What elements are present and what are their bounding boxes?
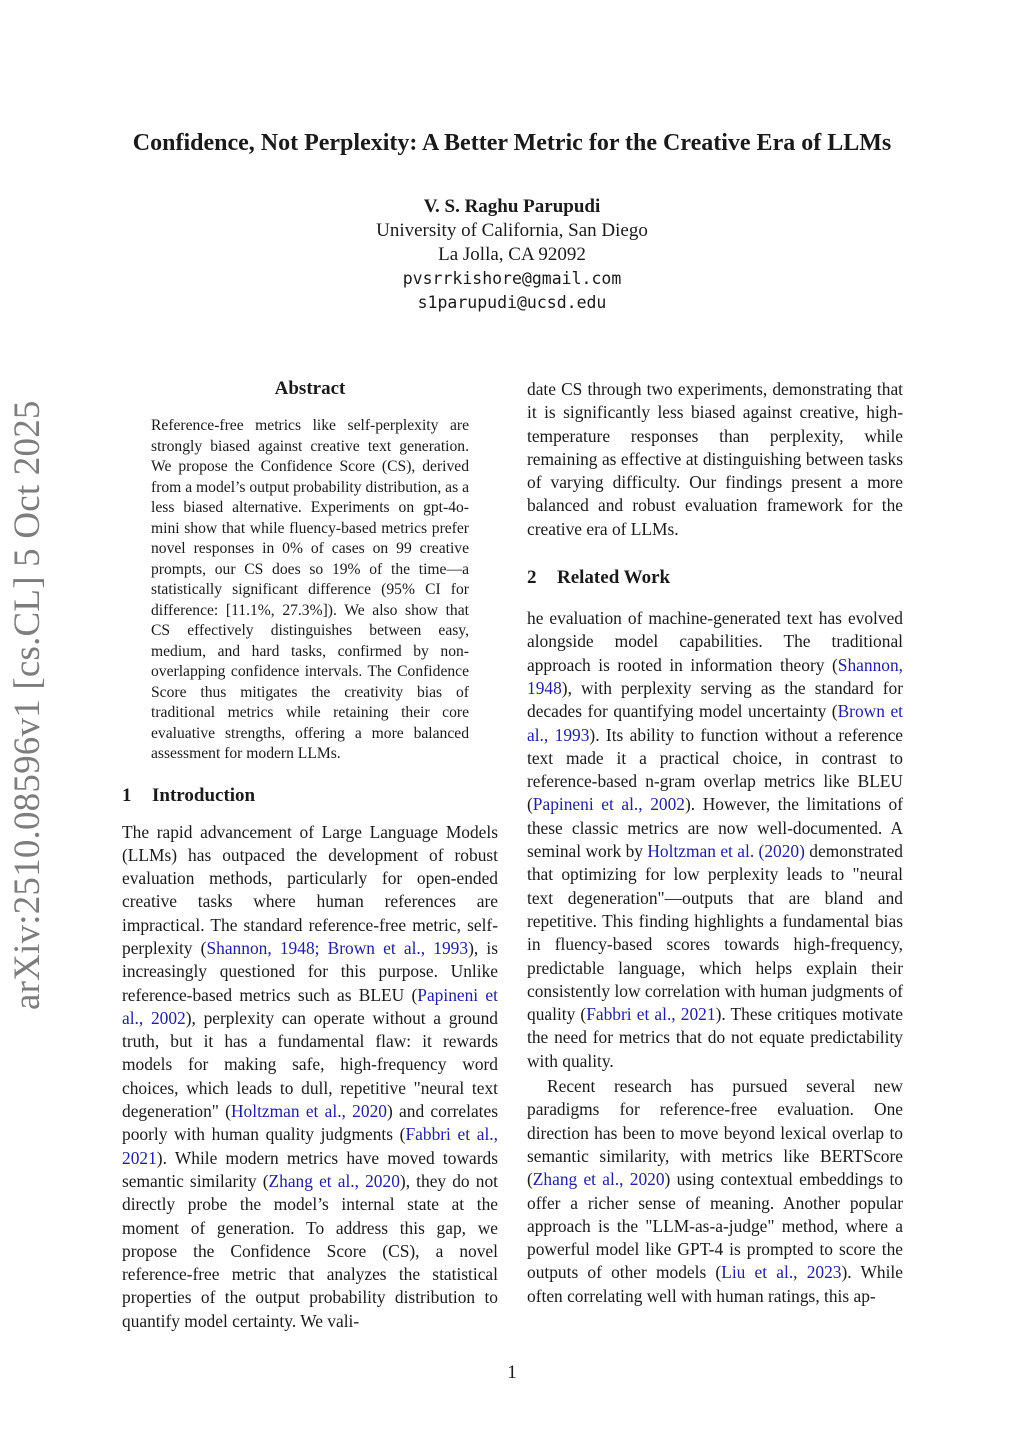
intro-paragraph	[122, 821, 498, 1334]
arxiv-stamp: arXiv:2510.08596v1 [cs.CL] 5 Oct 2025	[7, 400, 48, 1010]
text-run: he evaluation of machine-generated text has evolved alongside model capabilities. The traditional approach is rooted in information theory (	[527, 608, 903, 675]
text-run: ). While modern metrics have moved towards semantic similarity (	[122, 1147, 498, 1191]
text-run: ). However, the limitations of these classic metrics are now well-documented. A seminal work by	[527, 794, 903, 862]
citation-link[interactable]: Holtzman et al. (2020)	[647, 841, 805, 862]
text-run: demonstrated that optimizing for low perplexity leads to "neural text degeneration"—outputs that are bland and repetitive. This finding highlights a fundamental bias in fluency-based scores towards high-frequency, predictable language, which helps explain their consistently low correlation with human judgments of quality (	[527, 841, 903, 1025]
intro-continuation: date CS through two experiments, demonstrating that it is significantly less biased against creative, high-temperature responses than perplexity, while remaining as effective at distinguishing between tasks of varying difficulty. Our findings present a more balanced and robust evaluation framework for the creative era of LLMs.	[527, 379, 903, 539]
author-name: V. S. Raghu Parupudi	[423, 196, 601, 217]
text-run: ) and correlates poorly with human quality judgments (	[122, 1101, 499, 1145]
section-heading-related-work	[527, 567, 903, 589]
citation-link[interactable]: Holtzman et al., 2020	[230, 1101, 387, 1122]
text-run: Recent research has pursued several new paradigms for reference-free evaluation. One direction has been to move beyond lexical overlap to semantic similarity, with metrics like BERTScore (	[527, 1076, 903, 1190]
text-run: ), with perplexity serving as the standard for decades for quantifying model uncertainty (	[527, 677, 903, 722]
text-run: The rapid advancement of Large Language Models (LLMs) has outpaced the development of robust evaluation methods, particularly for open-ended creative tasks where human references are impractical. The standard reference-free metric, self-perplexity (	[122, 821, 498, 958]
left-column	[122, 378, 498, 1333]
citation-link[interactable]: Liu et al., 2023	[721, 1262, 842, 1283]
citation-link[interactable]: Fabbri et al., 2021	[122, 1124, 498, 1168]
abstract-text: Reference-free metrics like self-perplexity are strongly biased against creative text generation. We propose the Confidence Score (CS), derived from a model’s output probability distribution, as a less biased alternative. Experiments on gpt-4o-mini show that while fluency-based metrics prefer novel responses in 0% of cases on 99 creative prompts, our CS does so 19% of the time—a statistically significant difference (95% CI for difference: [11.1%, 27.3%]). We also show that CS effectively distinguishes between easy, medium, and hard tasks, confirmed by non-overlapping confidence intervals. The Confidence Score thus mitigates the creativity bias of traditional metrics while retaining their core evaluative strengths, offering a more balanced assessment for modern LLMs.	[151, 417, 469, 762]
section-title: Related Work	[557, 567, 671, 589]
right-column	[527, 378, 903, 1308]
abstract-heading: Abstract	[274, 378, 346, 399]
citation-link[interactable]: Papineni et al., 2002	[122, 984, 498, 1028]
author-email-2[interactable]: s1parupudi@ucsd.edu	[417, 293, 607, 312]
citation-link[interactable]: Zhang et al., 2020	[532, 1169, 665, 1190]
text-run: ) using contextual embeddings to offer a richer sense of meaning. Another popular approach is the "LLM-as-a-judge" method, where a powerful model like GPT-4 is prompted to score the outputs of other models (	[527, 1169, 903, 1283]
author-location: La Jolla, CA 92092	[438, 244, 586, 265]
citation-link[interactable]: Brown et al., 1993	[527, 701, 903, 745]
author-affiliation: University of California, San Diego	[376, 220, 648, 241]
text-run: ). While often correlating well with human ratings, this ap-	[527, 1262, 903, 1306]
text-run: ). These critiques motivate the need for metrics that do not equate predictability with quality.	[527, 1004, 903, 1071]
section-number: 1	[122, 784, 132, 806]
paper-title: Confidence, Not Perplexity: A Better Metric for the Creative Era of LLMs	[132, 130, 892, 156]
citation-link[interactable]: Zhang et al., 2020	[268, 1170, 400, 1191]
author-email-1[interactable]: pvsrrkishore@gmail.com	[402, 269, 622, 288]
section-title: Introduction	[152, 784, 256, 806]
citation-link[interactable]: Fabbri et al., 2021	[586, 1004, 716, 1025]
text-run: ), perplexity can operate without a ground truth, but it has a fundamental flaw: it rewards models for making safe, high-frequency word choices, which leads to dull, repetitive "neural text degeneration" (	[122, 1007, 498, 1122]
citation-link[interactable]: Shannon, 1948; Brown et al., 1993	[206, 937, 469, 958]
text-run: ), they do not directly probe the model’s internal state at the moment of generation. To address this gap, we propose the Confidence Score (CS), a novel reference-free metric that analyzes the statistical properties of the output probability distribution to quantify model certainty. We vali-	[122, 1170, 498, 1331]
citation-link[interactable]: Papineni et al., 2002	[532, 794, 685, 815]
page-number: 1	[507, 1362, 517, 1383]
text-run: ), is increasingly questioned for this purpose. Unlike reference-based metrics such as BLEU (	[122, 937, 498, 1005]
section-number: 2	[527, 567, 537, 589]
section-heading-introduction	[122, 785, 498, 807]
related-paragraph-2	[527, 1075, 903, 1308]
text-run: ). Its ability to function without a reference text made it a practical choice, in contrast to reference-based n-gram overlap metrics like BLEU (	[527, 724, 904, 815]
author-block	[0, 195, 1024, 315]
related-paragraph-1	[527, 607, 903, 1073]
citation-link[interactable]: Shannon, 1948	[527, 654, 903, 698]
